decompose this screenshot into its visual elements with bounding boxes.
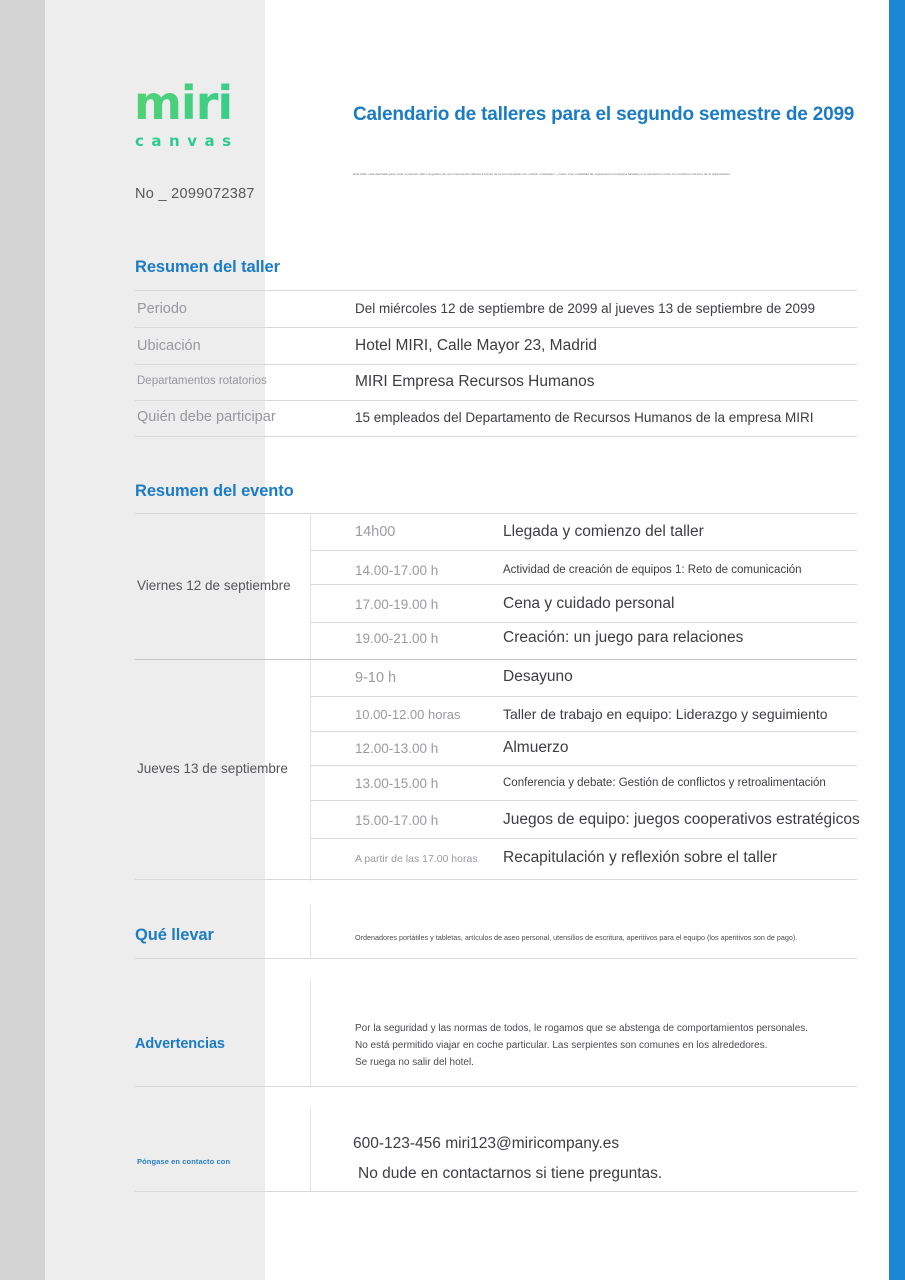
warning-line: Se ruega no salir del hotel. [355, 1057, 474, 1068]
summary-row-value: Del miércoles 12 de septiembre de 2099 al jueves 13 de septiembre de 2099 [355, 301, 816, 316]
column-divider [310, 1108, 311, 1191]
schedule-activity: Conferencia y debate: Gestión de conflictos y retroalimentación [503, 777, 826, 789]
summary-row-value: Hotel MIRI, Calle Mayor 23, Madrid [355, 337, 598, 354]
section-title-warnings: Advertencias [135, 1036, 225, 1052]
divider [311, 584, 857, 585]
section-title-workshop-summary: Resumen del taller [135, 258, 280, 276]
divider [135, 364, 857, 365]
schedule-day-label: Jueves 13 de septiembre [137, 761, 288, 776]
schedule-time: 10.00-12.00 horas [355, 707, 461, 722]
divider [135, 1086, 857, 1087]
summary-row-label: Quién debe participar [137, 409, 276, 425]
schedule-time: 15.00-17.00 h [355, 813, 439, 828]
schedule-time: 13.00-15.00 h [355, 776, 439, 791]
schedule-activity: Taller de trabajo en equipo: Liderazgo y seguimiento [503, 706, 828, 722]
intro-paragraph: Este taller está diseñado para crear consenso sobre la gestión de la comunicación abierta a través de la comunicación con sus/sin empleados, y hacer una modalidad de organización temprana basada en la interacción entre los miembros internos de la organización. [353, 172, 731, 176]
divider [135, 290, 857, 291]
summary-row-label: Ubicación [137, 338, 201, 354]
column-divider [310, 905, 311, 959]
schedule-time: 17.00-19.00 h [355, 597, 439, 612]
divider [135, 327, 857, 328]
document-number: No _ 2099072387 [135, 186, 255, 202]
schedule-time: 9-10 h [355, 670, 397, 686]
schedule-activity: Actividad de creación de equipos 1: Reto de comunicación [503, 564, 802, 576]
section-title-what-to-bring: Qué llevar [135, 926, 214, 944]
schedule-time: A partir de las 17.00 horas [355, 853, 478, 865]
warning-line: No está permitido viajar en coche particular. Las serpientes son comunes en los alrededores. [355, 1040, 768, 1051]
what-to-bring-text: Ordenadores portátiles y tabletas, artículos de aseo personal, utensilios de escritura, aperitivos para el equipo (los aperitivos son de pago). [355, 933, 798, 942]
divider [311, 696, 857, 697]
summary-row-value: 15 empleados del Departamento de Recursos Humanos de la empresa MIRI [355, 410, 814, 425]
divider [311, 622, 857, 623]
contact-note: No dude en contactarnos si tiene preguntas. [358, 1165, 663, 1182]
schedule-activity: Cena y cuidado personal [503, 595, 675, 612]
schedule-time: 19.00-21.00 h [355, 631, 439, 646]
left-margin-strip [0, 0, 45, 1280]
schedule-activity: Desayuno [503, 668, 573, 685]
column-divider [310, 980, 311, 1086]
logo-wordmark: miri [90, 80, 310, 126]
divider [135, 958, 857, 959]
schedule-activity: Llegada y comienzo del taller [503, 523, 704, 540]
divider-day-group [135, 659, 857, 660]
summary-row-value: MIRI Empresa Recursos Humanos [355, 373, 595, 390]
schedule-activity: Recapitulación y reflexión sobre el taller [503, 849, 777, 866]
schedule-time: 14h00 [355, 524, 396, 540]
section-title-event-summary: Resumen del evento [135, 482, 294, 500]
divider [135, 879, 857, 880]
divider [135, 400, 857, 401]
divider [135, 436, 857, 437]
right-blue-accent-strip [889, 0, 905, 1280]
contact-phone-email: 600-123-456 miri123@miricompany.es [353, 1135, 620, 1152]
page-content [45, 0, 889, 1280]
summary-row-label: Periodo [137, 301, 187, 317]
page-title: Calendario de talleres para el segundo semestre de 2099 [353, 104, 855, 125]
column-divider [310, 661, 311, 881]
divider [311, 550, 857, 551]
divider [311, 838, 857, 839]
schedule-activity: Juegos de equipo: juegos cooperativos estratégicos [503, 811, 860, 828]
schedule-time: 12.00-13.00 h [355, 741, 439, 756]
divider [311, 765, 857, 766]
divider [311, 731, 857, 732]
divider [135, 513, 857, 514]
summary-row-label: Departamentos rotatorios [137, 375, 267, 387]
contact-label: Póngase en contacto con [137, 1157, 231, 1166]
brand-logo [90, 76, 310, 150]
logo-subtitle: canvas [135, 132, 239, 150]
warning-line: Por la seguridad y las normas de todos, le rogamos que se abstenga de comportamientos personales. [355, 1023, 809, 1034]
column-divider [310, 513, 311, 660]
schedule-time: 14.00-17.00 h [355, 563, 439, 578]
divider [311, 800, 857, 801]
schedule-activity: Almuerzo [503, 739, 569, 756]
schedule-activity: Creación: un juego para relaciones [503, 629, 744, 646]
schedule-day-label: Viernes 12 de septiembre [137, 578, 291, 593]
divider [135, 1191, 857, 1192]
